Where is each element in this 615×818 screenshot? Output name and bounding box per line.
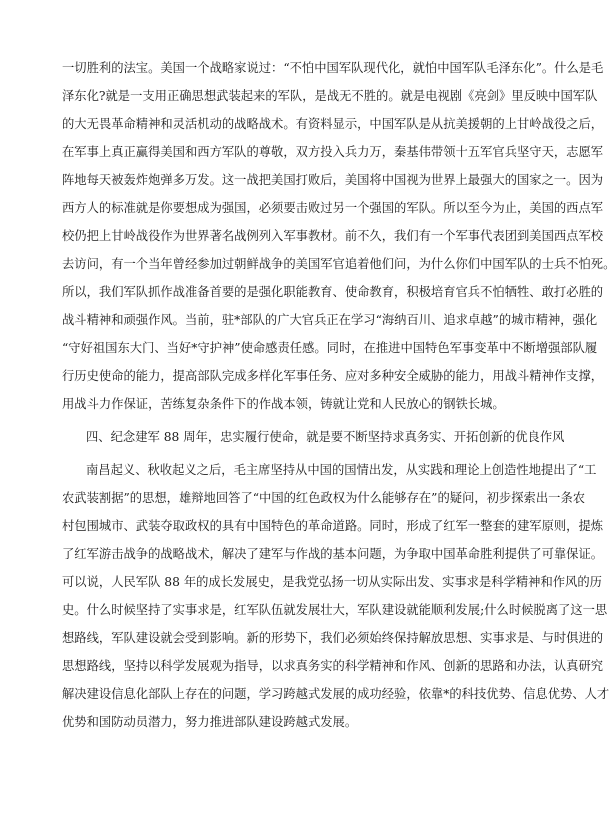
paragraph-line: 战斗精神和顽强作风。当前，驻*部队的广大官兵正在学习“海纳百川、追求卓越”的城市精神，强化 (62, 313, 598, 327)
paragraph-line: 校仍把上甘岭战役作为世界著名战例列入军事教材。前不久，我们有一个军事代表团到美国西点军校 (62, 229, 604, 243)
paragraph-line: 优势和国防动员潜力，努力推进部队建设跨越式发展。 (62, 715, 358, 729)
paragraph-line: 泽东化?就是一支用正确思想武装起来的军队，是战无不胜的。就是电视剧《亮剑》里反映中国军队 (62, 89, 598, 103)
paragraph-line: 西方人的标准就是你要想成为强国，必须要击败过另一个强国的军队。所以至今为止，美国的西点军 (62, 201, 604, 215)
paragraph-line: 史。什么时候坚持了实事求是，红军队伍就发展壮大，军队建设就能顺利发展;什么时候脱离了这一思 (62, 603, 608, 617)
paragraph-line: 去访问，有一个当年曾经参加过朝鲜战争的美国军官追着他们问，为什么你们中国军队的士兵不怕死。 (62, 257, 615, 271)
paragraph-line: 所以，我们军队抓作战准备首要的是强化职能教育、使命教育，积极培育官兵不怕牺牲、敢打必胜的 (62, 285, 604, 299)
paragraph-line: 思想路线，坚持以科学发展观为指导，以求真务实的科学精神和作风、创新的思路和办法，认真研究 (62, 659, 604, 673)
paragraph-line: 的大无畏革命精神和灵活机动的战略战术。有资料显示，中国军队是从抗美援朝的上甘岭战役之后， (62, 117, 604, 131)
paragraph-line: 行历史使命的能力，提高部队完成多样化军事任务、应对多种安全威胁的能力，用战斗精神作支撑， (62, 369, 604, 383)
paragraph-line: 在军事上真正赢得美国和西方军队的尊敬，双方投入兵力万，秦基伟带领十五军官兵坚守天，志愿军 (62, 145, 604, 159)
paragraph-line: 阵地每天被轰炸炮弹多万发。这一战把美国打败后，美国将中国视为世界上最强大的国家之一。因为 (62, 173, 604, 187)
paragraph-line: 一切胜利的法宝。美国一个战略家说过：“不怕中国军队现代化，就怕中国军队毛泽东化”。什么是毛 (62, 61, 604, 75)
paragraph-line: “守好祖国东大门、当好*守护神”使命感责任感。同时，在推进中国特色军事变革中不断增强部队履 (62, 341, 598, 355)
paragraph-line: 想路线，军队建设就会受到影响。新的形势下，我们必须始终保持解放思想、实事求是、与时俱进的 (62, 631, 604, 645)
paragraph-line: 村包围城市、武装夺取政权的具有中国特色的革命道路。同时，形成了红军一整套的建军原则，提炼 (62, 519, 604, 533)
section-heading: 四、纪念建军 88 周年，忠实履行使命，就是要不断坚持求真务实、开拓创新的优良作风 (86, 430, 565, 444)
paragraph-line: 农武装割据”的思想，雄辩地回答了“中国的红色政权为什么能够存在”的疑问，初步探索出一条农 (62, 491, 586, 505)
paragraph-line: 了红军游击战争的战略战术，解决了建军与作战的基本问题，为争取中国革命胜利提供了可靠保证。 (62, 547, 604, 561)
paragraph-line: 可以说，人民军队 88 年的成长发展史，是我党弘扬一切从实际出发、实事求是科学精神和作风的历 (62, 575, 602, 589)
paragraph-line: 用战斗力作保证，苦练复杂条件下的作战本领，铸就让党和人民放心的钢铁长城。 (62, 397, 505, 411)
paragraph-line: 南昌起义、秋收起义之后，毛主席坚持从中国的国情出发，从实践和理论上创造性地提出了“工 (86, 463, 597, 477)
paragraph-line: 解决建设信息化部队上存在的问题，学习跨越式发展的成功经验，依靠*的科技优势、信息优势、人才 (62, 687, 610, 701)
